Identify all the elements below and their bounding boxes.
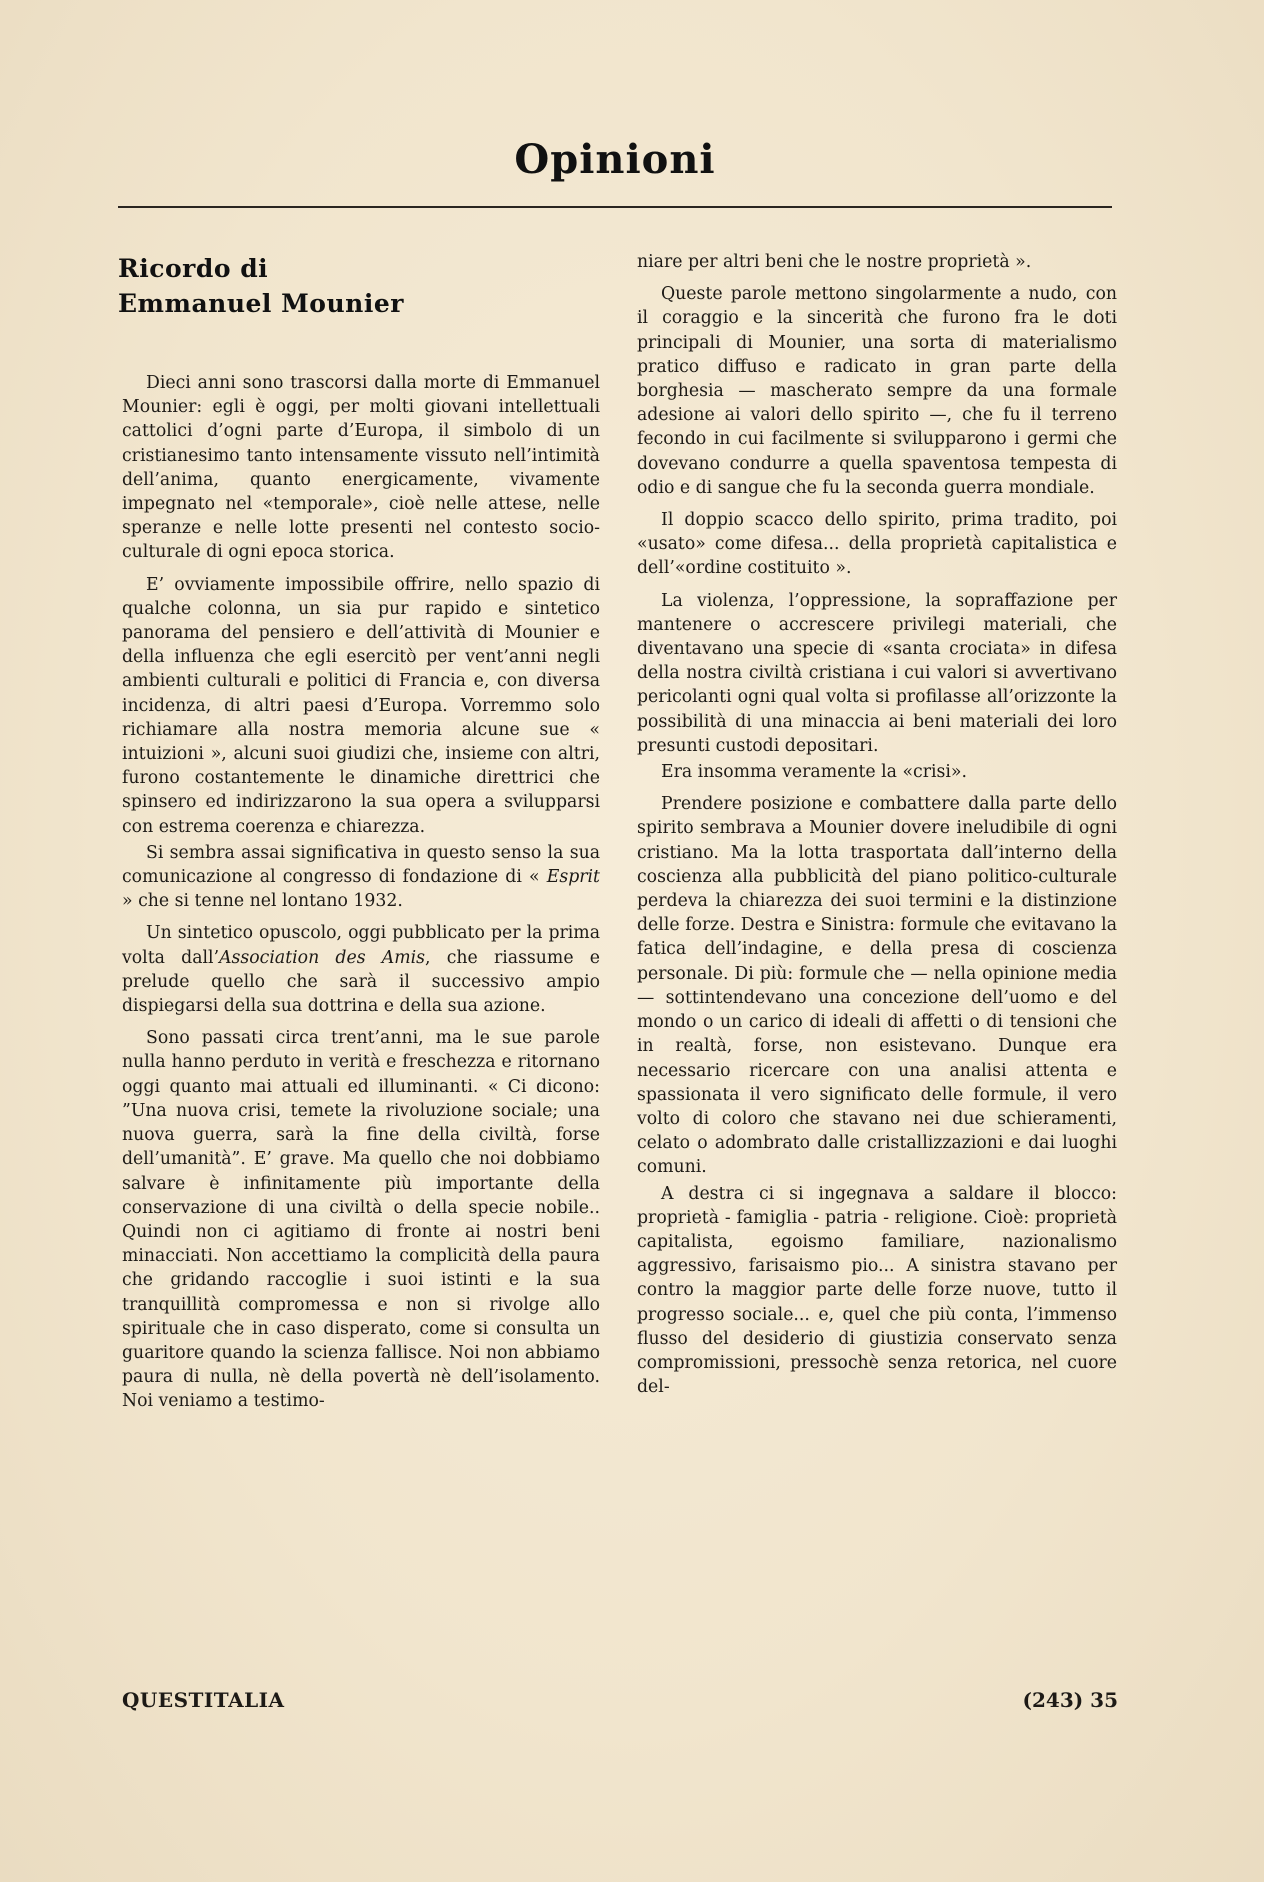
paragraph-text: Un sintetico opuscolo, oggi pubblicato per la prima volta dall’ [122, 923, 600, 968]
article-title-line-1: Ricordo di [118, 254, 269, 283]
paragraph: Prendere posizione e combattere dalla parte dello spirito sembrava a Mounier dovere ineludibile di ogni cristiano. Ma la lotta trasportata dall’interno della coscienza alla pubblicità del piano politico-culturale perdeva la chiarezza dei suoi termini e la distinzione delle forze. Destra e Sinistra: formule che evitavano la fatica dell’indagine, e della presa di coscienza personale. Di più: formule che — nella opinione media — sottintendevano una concezione dell’uomo e del mondo o un carico di ideali di affetti o di tensioni che in realtà, forse, non esistevano. Dunque era necessario ricercare con una analisi attenta e spassionata il vero significato delle formule, il vero volto di coloro che stavano nei due schieramenti, celato o adombrato dalle cristallizzazioni e dai luoghi comuni. [637, 794, 1117, 1178]
paragraph: Era insomma veramente la «crisi». [661, 762, 967, 783]
right-column [637, 250, 1117, 1407]
paragraph-text: Si sembra assai significativa in questo senso la sua comunicazione al congresso di fondazione di « [122, 842, 600, 888]
paragraph: Il doppio scacco dello spirito, prima tradito, poi «usato» come difesa... della proprietà capitalistica e dell’«ordine costituito ». [637, 510, 1117, 579]
header-rule [118, 206, 1112, 208]
paragraph-text: » che si tenne nel lontano 1932. [122, 891, 403, 912]
section-title: Opinioni [514, 136, 716, 183]
left-column [122, 371, 600, 1422]
paragraph: E’ ovviamente impossibile offrire, nello spazio di qualche colonna, un sia pur rapido e sintetico panorama del pensiero e dell’attività di Mounier e della influenza che egli esercitò per vent’anni negli ambienti culturali e politici di Francia e, con diversa incidenza, di altri paesi d’Europa. Vorremmo solo richiamare alla nostra memoria alcune sue « intuizioni », alcuni suoi giudizi che, insieme con altri, furono costantemente le dinamiche direttrici che spinsero ed indirizzarono la sua opera a svilupparsi con estrema coerenza e chiarezza. [122, 574, 600, 837]
paragraph: La violenza, l’oppressione, la sopraffazione per mantenere o accrescere privilegi materiali, che diventavano una specie di «santa crociata» in difesa della nostra civiltà cristiana i cui valori si avvertivano pericolanti ogni qual volta si profilasse all’orizzonte la possibilità di una minaccia ai beni materiali dei loro presunti custodi depositari. [637, 590, 1117, 756]
paragraph: Dieci anni sono trascorsi dalla morte di Emmanuel Mounier: egli è oggi, per molti giovani intellettuali cattolici d’ogni parte d’Europa, il simbolo di un cristianesimo tanto intensamente vissuto nell’intimità dell’anima, quanto energicamente, vivamente impegnato nel «temporale», cioè nelle attese, nelle speranze e nelle lotte presenti nel contesto socio-culturale di ogni epoca storica. [122, 373, 600, 563]
article-title [118, 251, 498, 321]
paragraph: Queste parole mettono singolarmente a nudo, con il coraggio e la sincerità che furono fra le doti principali di Mounier, una sorta di materialismo pratico diffuso e radicato in gran parte della borghesia — mascherato sempre da una formale adesione ai valori dello spirito —, che fu il terreno fecondo in cui facilmente si svilupparono i germi che dovevano condurre a quella spaventosa tempesta di odio e di sangue che fu la seconda guerra mondiale. [637, 284, 1117, 498]
paragraph: Sono passati circa trent’anni, ma le sue parole nulla hanno perduto in verità e freschezza e ritornano oggi quanto mai attuali ed illuminanti. « Ci dicono: ”Una nuova crisi, temete la rivoluzione sociale; una nuova guerra, sarà la fine della civiltà, forse dell’umanità”. E’ grave. Ma quello che noi dobbiamo salvare è infinitamente più importante della conservazione di una civiltà o della specie nobile.. Quindi non ci agitiamo di fronte ai nostri beni minacciati. Non accettiamo la complicità della paura che gridando raccoglie i suoi istinti e la sua tranquillità compromessa e non si rivolge allo spirituale che in caso disperato, come si consulta un guaritore quando la scienza fallisce. Noi non abbiamo paura di nulla, nè della povertà nè dell’isolamento. Noi veniamo a testimo- [122, 1028, 600, 1412]
article-title-line-2: Emmanuel Mounier [118, 289, 404, 318]
paragraph-text: , che riassume e prelude quello che sarà il successivo ampio dispiegarsi della sua dottrina e della sua azione. [122, 947, 600, 1017]
paragraph: A destra ci si ingegnava a saldare il blocco: proprietà - famiglia - patria - religione. Cioè: proprietà capitalista, egoismo familiare, nazionalismo aggressivo, farisaismo pio... A sinistra stavano per contro la maggior parte delle forze nuove, tutto il progresso sociale... e, quel che più conta, l’immenso flusso del desiderio di giustizia conservato senza compromissioni, pressochè senza retorica, nel cuore del- [637, 1183, 1117, 1398]
paragraph [122, 841, 600, 914]
paragraph [122, 921, 600, 1018]
association-name: Association des Amis [219, 947, 426, 968]
page-number: (243) 35 [1022, 1688, 1118, 1712]
paragraph-continuation: niare per altri beni che le nostre proprietà ». [637, 252, 1032, 272]
journal-title-esprit: Esprit [546, 867, 600, 888]
publication-name: QUESTITALIA [122, 1688, 285, 1712]
